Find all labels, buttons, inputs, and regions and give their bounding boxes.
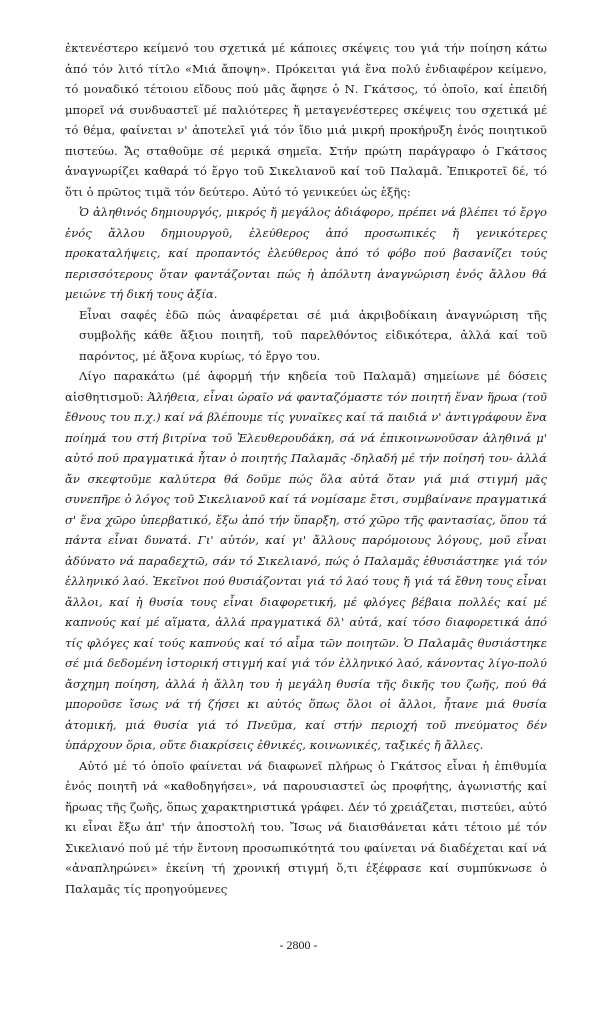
paragraph-recognition: Εἶναι σαφές ἐδῶ πώς ἀναφέρεται σέ μιά ἀκριβοδίκαιη ἀναγνώριση τῆς συμβολῆς κάθε ἄξιου ποιητῆ, τοῦ παρελθόντος εἰδικότερα, ἀλλά καί τοῦ παρόντος, μέ ἄξονα κυρίως, τό ἔργο του. — [79, 307, 547, 363]
paragraph-prophet: Αὐτό μέ τό ὁποῖο φαίνεται νά διαφωνεῖ πλήρως ὁ Γκάτσος εἶναι ἡ ἐπιθυμία ἑνός ποιητῆ νά «καθοδηγήσει», νά παρουσιαστεῖ ὡς προφήτης, ἀγωνιστής καί ἥρωας τῆς ζωῆς, ὅπως χαρακτηριστικά γράφει. Δέν τό χρειάζεται, πιστεύει, αὐτό κι εἶναι ἔξω ἀπ' τήν ἀποστολή του. Ἴσως νά διαισθάνεται κάτι τέτοιο μέ τόν Σικελιανό πού μέ τήν ἔντονη προσωπικότητά του φαίνεται νά διαδέχεται καί νά «ἀναπληρώνει» ἐκείνη τή χρονική στιγμή ὅ,τι ἐξέφρασε καί συμπύκνωσε ὁ Παλαμᾶς τίς προηγούμενες — [65, 758, 547, 896]
paragraph-intro: ἐκτενέστερο κείμενό του σχετικά μέ κάποιες σκέψεις του γιά τήν ποίηση κάτω ἀπό τόν λιτό τίτλο «Μιά ἄποψη». Πρόκειται γιά ἕνα πολύ ἐνδιαφέρον κείμενο, τό μοναδικό τέτοιου εἴδους πού μᾶς ἄφησε ὁ Ν. Γκάτσος, τό ὁποῖο, καί ἐπειδή μπορεῖ νά συνδυαστεῖ μέ παλιότερες ἤ μεταγενέστερες σκέψεις του σχετικά μέ τό θέμα, φαίνεται ν' ἀποτελεῖ γιά τόν ἴδιο μιά μικρή προκήρυξη ἑνός ποιητικοῦ πιστεύω. Ἄς σταθοῦμε σέ μερικά σημεῖα. Στήν πρώτη παράγραφο ὁ Γκάτσος ἀναγνωρίζει καθαρά τό ἔργο τοῦ Σικελιανοῦ καί τοῦ Παλαμᾶ. Ἐπικροτεῖ δέ, τό ὅτι ὁ πρῶτος τιμᾶ τόν δεύτερο. Αὐτό τό γενικεύει ὡς ἑξῆς: — [65, 41, 547, 199]
paragraph-palamas-intro: Λίγο παρακάτω (μέ ἀφορμή τήν κηδεία τοῦ Παλαμᾶ) σημείωνε μέ δόσεις αἰσθητισμοῦ: — [65, 369, 547, 404]
page-number: - 2800 - — [279, 938, 318, 952]
quote-gatsos-creator: Ὁ ἀληθινός δημιουργός, μικρός ἤ μεγάλος ἀδιάφορο, πρέπει νά βλέπει τό ἔργο ἑνός ἄλλου δημιουργοῦ, ἐλεύθερος ἀπό προσωπικές ἤ γενικότερες προκαταλήψεις, καί προπαντός ἐλεύθερος ἀπό τό φόβο πού βασανίζει τούς περισσότερους ὅταν φαντάζονται πώς ἡ ἀπόλυτη ἀναγνώριση ἑνός ἄλλου θά μειώνε τή δική τους ἀξία. — [65, 205, 547, 301]
quote-palamas-sacrifice: Ἀλήθεια, εἶναι ὡραῖο νά φανταζόμαστε τόν ποιητή ἕναν ἥρωα (τοῦ ἔθνους του π.χ.) καί νά βλέπουμε τίς γυναῖκες καί τά παιδιά ν' ἀντιγράφουν ἕνα ποίημά του στή βιτρίνα τοῦ Ἐλευθερουδάκη, σά νά ἐπικοινωνοῦσαν ἀληθινά μ' αὐτό πού πραγματικά ἦταν ὁ ποιητής Παλαμᾶς -δηλαδή μέ τήν ποίησή του- ἀλλά ἄν σκεφτοῦμε καλύτερα θά δοῦμε πώς ὅλα αὐτά ὅταν γιά μιά στιγμή μᾶς συνεπῆρε ὁ λόγος τοῦ Σικελιανοῦ καί τά νομίσαμε ἔτσι, συμβαίνανε πραγματικά σ' ἕνα χῶρο ὑπερβατικό, ἔξω ἀπό τήν ὕπαρξη, στό χῶρο τῆς φαντασίας, ὅπου τά πάντα εἶναι δυνατά. Γι' αὐτόν, καί γι' ἄλλους παρόμοιους λόγους, μοῦ εἶναι ἀδύνατο νά παραδεχτῶ, σάν τό Σικελιανό, πώς ὁ Παλαμᾶς ἐθυσιάστηκε γιά τόν ἑλληνικό λαό. Ἐκεῖνοι πού θυσιάζονται γιά τό λαό τους ἤ γιά τά ἔθνη τους εἶναι ἄλλοι, καί ἡ θυσία τους εἶναι διαφορετική, μέ φλόγες βέβαια πολλές καί μέ καπνούς καί μέ αἵματα, ἀλλά πραγματικά δλ' αὐτά, καί τόσο διαφορετικά ἀπό τίς φλόγες καί τούς καπνούς καί τό αἷμα τῶν ποιητῶν. Ὁ Παλαμᾶς θυσιάστηκε σέ μιά δεδομένη ἱστορική στιγμή καί γιά τόν ἑλληνικό λαό, κάνοντας λίγο-πολύ ἄσχημη ποίηση, ἀλλά ἡ ἄλλη του ἡ μεγάλη θυσία τῆς δικῆς του ζωῆς, πού θά μποροῦσε ἴσως νά τή ζήσει κι αὐτός ὅπως ὅλοι οἱ ἄλλοι, ἦτανε μιά θυσία ἀτομική, μιά θυσία γιά τό Πνεῦμα, καί στήν περιοχή τοῦ πνεύματος δέν ὑπάρχουν ὅρια, οὔτε διακρίσεις ἐθνικές, κοινωνικές, ταξικές ἤ ἄλλες. — [65, 389, 547, 752]
paragraph-palamas-funeral — [65, 366, 547, 756]
